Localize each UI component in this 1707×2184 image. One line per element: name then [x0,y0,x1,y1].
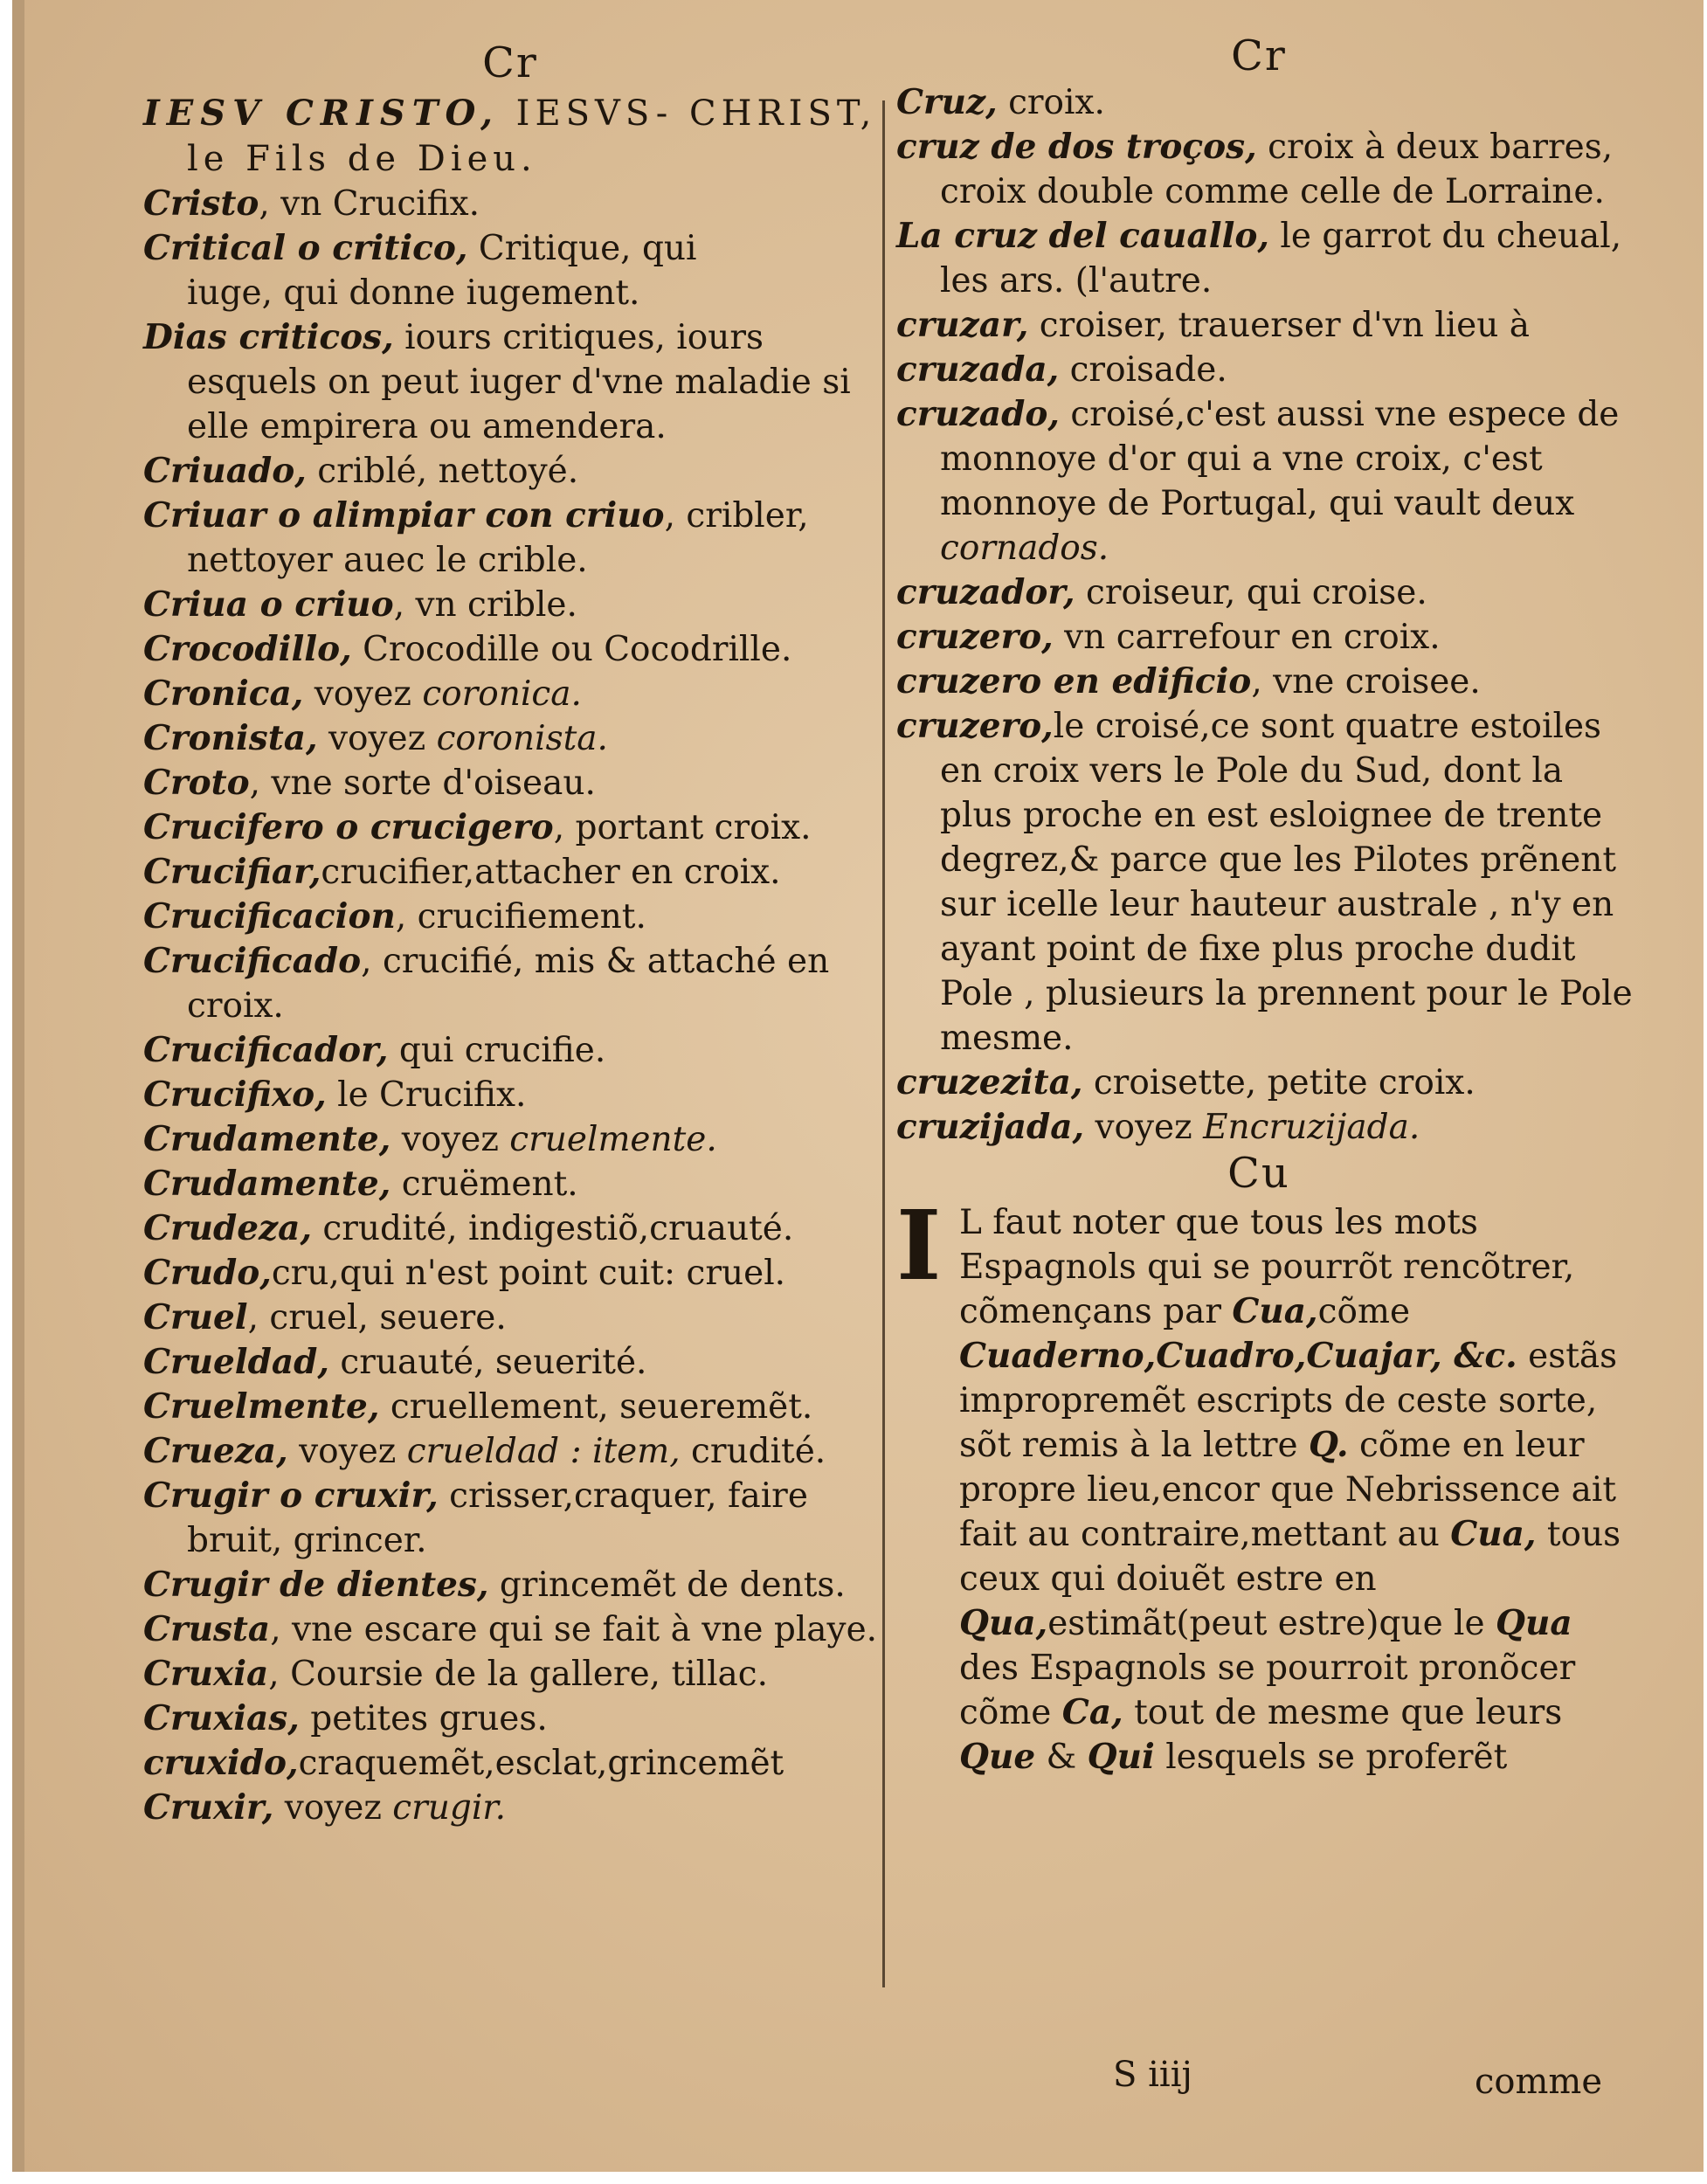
running-head-right: Cr [1231,31,1287,80]
entry-headword: cruzero, [896,617,1054,657]
entry-text: CHRIST, le Fils de Dieu. [187,93,877,179]
entry [143,449,877,494]
note-term: Ca, [1061,1692,1123,1732]
entry [143,1385,877,1429]
entry-text: cruellement, seueremẽt. [379,1387,813,1427]
entry-text: Crocodille ou Cocodrille. [351,630,792,669]
entry-text: vn carrefour en croix. [1053,618,1441,657]
entry-headword: Cruxir, [143,1787,274,1828]
note-text: tous ceux qui doiuẽt estre en [959,1515,1621,1599]
entry [896,1061,1621,1105]
entry-text: voyez [317,719,437,758]
entry-headword: Dias criticos, [143,317,394,357]
entry-headword: Crucifiar, [143,852,321,892]
entry-headword: Cruel [143,1297,248,1337]
entry [143,1251,877,1296]
entry-headword: cruxido, [143,1743,299,1783]
entry-headword: Crocodillo, [143,629,352,669]
entry-text: croisé,c'est aussi vne espece de monnoye d'or qui a vne croix, c'est monnoye de Portugal, qui vault deux [940,395,1620,523]
entry [896,704,1639,1061]
entry-crossref: coronica. [422,674,582,714]
catchword: comme [1474,2062,1602,2102]
note-text: & [1035,1738,1088,1777]
entry [143,1741,877,1786]
entry-headword: cruzar, [896,305,1029,345]
column-rule [882,100,885,1987]
entry-text: croiser, trauerser d'vn lieu à [1028,306,1531,345]
note-term: Qui [1087,1737,1155,1777]
entry-text: , Coursie de la gallere, tillac. [268,1655,769,1694]
entry-text: croisette, petite croix. [1082,1063,1475,1102]
entry-headword: Criuado, [143,451,307,491]
entry [143,1652,877,1697]
entry-text: voyez [287,1432,407,1471]
note-term: Cua, [1232,1291,1318,1331]
entry [143,494,903,583]
entry [143,761,877,805]
entry-headword: Crugir o cruxir, [143,1476,439,1516]
entry-text: crudité, indigestiõ,cruauté. [312,1209,794,1248]
note-text: estãs impropremẽt escripts de ceste sorte, sõt remis à la lettre [959,1337,1618,1465]
entry-text: voyez [1084,1108,1204,1147]
entry [896,80,1621,125]
signature-mark: S iiij [1113,2055,1192,2095]
entry [896,1105,1621,1150]
entry-text: croix. [997,83,1105,122]
entry-headword: IESV CRISTO, [143,93,500,134]
entry-text: , cribler, nettoyer auec le crible. [187,496,809,580]
entry-headword: Cronista, [143,718,318,758]
note-paragraph [896,1189,1621,1780]
note-term: Q. [1308,1425,1349,1465]
entry-headword: Cruelmente, [143,1386,380,1427]
entry [143,1296,877,1340]
entry-text: qui crucifie. [388,1031,606,1070]
entry-headword: Crudo, [143,1253,272,1293]
entry [143,1340,877,1385]
note-term: Cua, [1450,1514,1537,1554]
entry [896,303,1621,348]
entry-text: , vn Crucifix. [259,184,480,224]
entry-headword: Criua o criuo [143,584,394,625]
entry-text: crudité. [680,1432,826,1471]
entry [143,315,903,449]
page-binding-edge [12,0,24,2172]
entry-iesu-cristo [143,91,877,182]
entry-headword: cruzezita, [896,1062,1083,1102]
entry-headword: Cruz, [896,82,998,122]
note-text: lesquels se proferẽt [1154,1738,1508,1777]
entry-text: , cruel, seuere. [247,1298,507,1337]
entry [143,1117,877,1162]
entry-headword: Crucificado [143,941,362,981]
entry-headword: cruzador, [896,572,1075,612]
entry-headword: Crueldad, [143,1342,329,1382]
entry-headword: cruzado, [896,394,1060,434]
entry [896,348,1621,392]
entry [143,226,746,315]
note-text: cõme [1317,1292,1411,1331]
entry-headword: cruzero en edificio [896,661,1252,702]
entry [896,214,1639,303]
entry-text: le Crucifix. [326,1075,527,1115]
entry-text: crisser,craquer, faire bruit, grincer. [187,1476,808,1560]
note-term: Qua, [959,1603,1048,1643]
entry [896,125,1639,214]
entry-headword: Crucificador, [143,1030,389,1070]
entry-headword: Crueza, [143,1431,288,1471]
entry-text: , portant croix. [553,808,812,847]
entry [143,850,877,895]
entry [143,1162,877,1206]
entry [896,570,1621,615]
entry-text: Critique, qui iuge, qui donne iugement. [187,229,697,313]
entry-text: , vn crible. [393,585,577,625]
entry-headword: Croto [143,763,250,803]
entry-text: , crucifiement. [395,897,646,936]
entry-crossref: cornados. [940,529,1109,568]
entry [143,583,877,627]
entry-text: petites grues. [299,1699,548,1738]
left-column [143,35,877,1830]
entry [896,615,1621,660]
note-term: Cuaderno,Cuadro,Cuajar, &c. [959,1336,1517,1376]
page-scan [12,0,1704,2172]
entry [143,805,877,850]
note-text: estimãt(peut estre)que le [1047,1604,1496,1643]
entry-headword: Criuar o alimpiar con criuo [143,495,665,536]
entry-text: voyez [303,674,423,714]
entry-headword: cruzijada, [896,1107,1085,1147]
entry-crossref: crugir. [392,1788,507,1828]
entry-headword: Crudamente, [143,1164,391,1204]
entry-text: grincemẽt de dents. [488,1565,846,1605]
running-head-left: Cr [482,38,538,87]
entry-headword: Critical o critico, [143,228,468,268]
entry-text: le croisé,ce sont quatre estoiles en croix vers le Pole du Sud, dont la plus proche en est esloignee de trente degrez,& parce que les Pilotes prẽnent sur icelle leur hauteur australe , n'y en ayant point de fixe plus proche dudit Pole , plusieurs la prennent pour le Pole mesme. [940,707,1633,1058]
entry-text: voyez [273,1788,393,1828]
entry-headword: La cruz del cauallo, [896,216,1269,256]
entry-text: cruauté, seuerité. [328,1343,647,1382]
entry-text: cru,qui n'est point cuit: cruel. [271,1254,786,1293]
entry-text: IESVS- [499,93,674,134]
entry-headword: Crudeza, [143,1208,313,1248]
drop-cap: I [896,1189,942,1302]
entry-text: cruëment. [390,1165,578,1204]
entry [143,1429,877,1474]
entry [896,660,1621,704]
entry [143,1697,877,1741]
entry-headword: cruz de dos troços, [896,127,1257,167]
entry-text: , vne sorte d'oiseau. [249,764,596,803]
entry-text: iours critiques, iours esquels on peut iuger d'vne maladie si elle empirera ou amendera. [187,318,851,446]
section-head-cu: Cu [1227,1149,1290,1198]
entry-text: croix à deux barres, croix double comme celle de Lorraine. [940,128,1614,211]
entry-text: croiseur, qui croise. [1075,573,1427,612]
entry-headword: Cruxias, [143,1698,300,1738]
entry-text: criblé, nettoyé. [306,452,579,491]
entry-headword: Cristo [143,183,259,224]
note-text: tout de mesme que leurs [1123,1693,1563,1732]
entry [143,182,877,226]
entry-headword: Cruxia [143,1654,269,1694]
entry-text: craquemẽt,esclat,grincemẽt [298,1744,784,1783]
entry [143,1786,877,1830]
entry-text: voyez [390,1120,510,1159]
entry-headword: Crusta [143,1609,271,1649]
entry [143,1073,877,1117]
entry [143,1206,877,1251]
entry-headword: Cronica, [143,674,304,714]
entry-text: crucifier,attacher en croix. [321,853,781,892]
right-column [896,31,1633,1780]
entry-crossref: coronista. [436,719,608,758]
entry [143,716,877,761]
entry [143,1474,903,1563]
entry-crossref: crueldad : item, [406,1432,681,1471]
entry-text: , vne escare qui se fait à vne playe. [270,1610,878,1649]
entry-headword: Crucifixo, [143,1075,327,1115]
entry [143,1563,877,1607]
entry-text: le garrot du cheual, les ars. (l'autre. [940,217,1622,301]
note-text: L faut noter que tous les mots Espagnols qui se pourrõt rencõtrer, cõmençans par [959,1203,1575,1331]
entry [143,895,877,939]
entry-crossref: Encruzijada. [1203,1108,1420,1147]
note-term: Qua [1496,1603,1572,1643]
entry-crossref: cruelmente. [509,1120,717,1159]
note-term: Que [959,1737,1036,1777]
entry [143,627,877,672]
entry-text: , crucifié, mis & attaché en croix. [187,942,830,1026]
note-text: cõme en leur propre lieu,encor que Nebrissence ait fait au contraire,mettant au [959,1426,1617,1554]
entry [143,939,903,1028]
entry [143,1028,877,1073]
entry-headword: Crugir de dientes, [143,1565,489,1605]
entry-text: , vne croisee. [1251,662,1481,702]
entry-headword: Crucifero o crucigero [143,807,554,847]
entry-headword: Crudamente, [143,1119,391,1159]
note-text: des Espagnols se pourroit pronõcer cõme [959,1648,1576,1732]
entry-headword: cruzada, [896,349,1060,390]
entry-headword: cruzero, [896,706,1054,746]
entry [143,1607,903,1652]
entry [896,392,1639,570]
entry-headword: Crucificacion [143,896,396,936]
entry [143,672,877,716]
entry-text: croisade. [1059,350,1227,390]
